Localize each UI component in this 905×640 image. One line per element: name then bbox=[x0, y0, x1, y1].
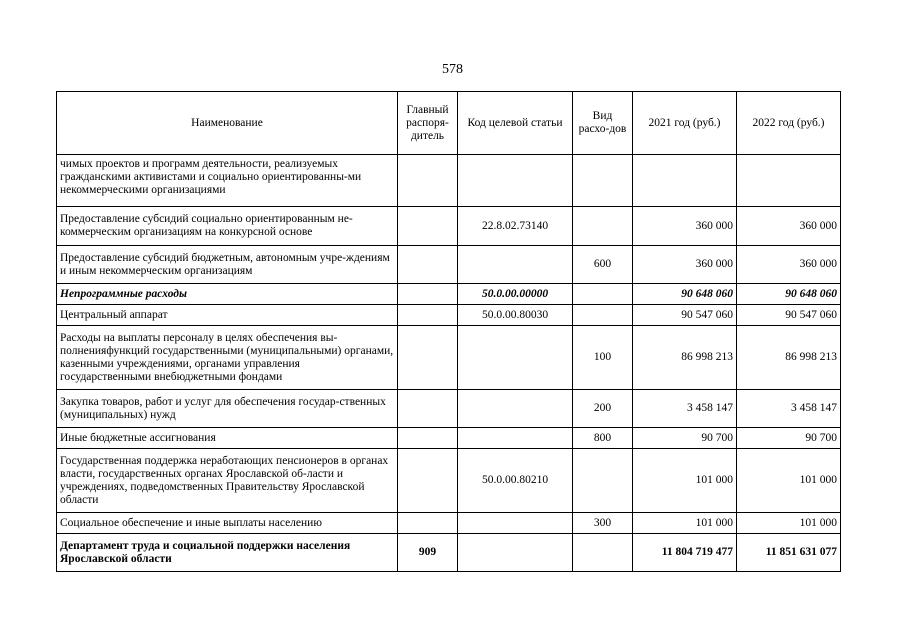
row-name: Закупка товаров, работ и услуг для обеспечения государ-ственных (муниципальных) нужд bbox=[57, 390, 398, 428]
row-name: Предоставление субсидий социально ориентированным не-коммерческим организациям на конкурсной основе bbox=[57, 207, 398, 246]
table-row bbox=[57, 284, 841, 305]
row-2022: 360 000 bbox=[737, 207, 841, 246]
row-code bbox=[458, 246, 573, 284]
row-admin bbox=[398, 207, 458, 246]
row-2021: 90 648 060 bbox=[633, 284, 737, 305]
row-2021: 360 000 bbox=[633, 246, 737, 284]
row-type bbox=[573, 534, 633, 572]
row-type bbox=[573, 305, 633, 326]
row-admin bbox=[398, 513, 458, 534]
row-admin bbox=[398, 155, 458, 207]
row-2022: 360 000 bbox=[737, 246, 841, 284]
row-code bbox=[458, 428, 573, 449]
row-code: 50.0.00.80030 bbox=[458, 305, 573, 326]
table-row bbox=[57, 513, 841, 534]
row-admin bbox=[398, 246, 458, 284]
row-2022: 90 700 bbox=[737, 428, 841, 449]
row-name: Непрограммные расходы bbox=[57, 284, 398, 305]
row-2021: 360 000 bbox=[633, 207, 737, 246]
row-2022: 86 998 213 bbox=[737, 326, 841, 390]
row-2022: 101 000 bbox=[737, 449, 841, 513]
row-2021: 101 000 bbox=[633, 449, 737, 513]
row-admin bbox=[398, 284, 458, 305]
table-row bbox=[57, 390, 841, 428]
row-2022: 90 547 060 bbox=[737, 305, 841, 326]
row-code bbox=[458, 390, 573, 428]
row-admin bbox=[398, 326, 458, 390]
row-name: Иные бюджетные ассигнования bbox=[57, 428, 398, 449]
budget-table bbox=[56, 91, 841, 572]
table-row bbox=[57, 155, 841, 207]
row-type: 200 bbox=[573, 390, 633, 428]
row-type: 300 bbox=[573, 513, 633, 534]
row-2021: 11 804 719 477 bbox=[633, 534, 737, 572]
row-admin bbox=[398, 390, 458, 428]
header-2021: 2021 год (руб.) bbox=[633, 92, 737, 155]
table-row bbox=[57, 207, 841, 246]
table-header-row bbox=[57, 92, 841, 155]
row-type: 600 bbox=[573, 246, 633, 284]
row-type bbox=[573, 155, 633, 207]
table-row bbox=[57, 428, 841, 449]
header-type: Вид расхо-дов bbox=[573, 92, 633, 155]
row-2021: 90 547 060 bbox=[633, 305, 737, 326]
row-type bbox=[573, 449, 633, 513]
row-name: Департамент труда и социальной поддержки населения Ярославской области bbox=[57, 534, 398, 572]
row-2022: 101 000 bbox=[737, 513, 841, 534]
table-row bbox=[57, 305, 841, 326]
row-name: Расходы на выплаты персоналу в целях обеспечения вы-полненияфункций государственными (муниципальными) органами, казенными учреждениями, органами управления государственными внебюджетными фондами bbox=[57, 326, 398, 390]
row-admin bbox=[398, 428, 458, 449]
header-admin: Главный распоря-дитель bbox=[398, 92, 458, 155]
row-code bbox=[458, 326, 573, 390]
row-2022: 11 851 631 077 bbox=[737, 534, 841, 572]
row-admin: 909 bbox=[398, 534, 458, 572]
row-2021: 86 998 213 bbox=[633, 326, 737, 390]
row-2021: 90 700 bbox=[633, 428, 737, 449]
table-row bbox=[57, 326, 841, 390]
row-type: 100 bbox=[573, 326, 633, 390]
header-name: Наименование bbox=[57, 92, 398, 155]
row-code: 50.0.00.80210 bbox=[458, 449, 573, 513]
row-code bbox=[458, 513, 573, 534]
row-admin bbox=[398, 305, 458, 326]
header-code: Код целевой статьи bbox=[458, 92, 573, 155]
row-2022 bbox=[737, 155, 841, 207]
row-2022: 90 648 060 bbox=[737, 284, 841, 305]
row-2021: 3 458 147 bbox=[633, 390, 737, 428]
row-name: чимых проектов и программ деятельности, реализуемых гражданскими активистами и социально ориентированны-ми некоммерческими организациями bbox=[57, 155, 398, 207]
row-code bbox=[458, 155, 573, 207]
row-2022: 3 458 147 bbox=[737, 390, 841, 428]
row-name: Государственная поддержка неработающих пенсионеров в органах власти, государственных органах Ярославской об-ласти и учреждениях, подведомственных Правительству Ярославской области bbox=[57, 449, 398, 513]
row-type bbox=[573, 207, 633, 246]
row-type bbox=[573, 284, 633, 305]
row-code bbox=[458, 534, 573, 572]
row-code: 50.0.00.00000 bbox=[458, 284, 573, 305]
row-2021: 101 000 bbox=[633, 513, 737, 534]
page-number: 578 bbox=[442, 62, 463, 77]
table-row bbox=[57, 246, 841, 284]
row-2021 bbox=[633, 155, 737, 207]
table-row bbox=[57, 449, 841, 513]
row-name: Предоставление субсидий бюджетным, автономным учре-ждениям и иным некоммерческим организациям bbox=[57, 246, 398, 284]
row-type: 800 bbox=[573, 428, 633, 449]
table-row bbox=[57, 534, 841, 572]
row-name: Центральный аппарат bbox=[57, 305, 398, 326]
row-code: 22.8.02.73140 bbox=[458, 207, 573, 246]
row-admin bbox=[398, 449, 458, 513]
header-2022: 2022 год (руб.) bbox=[737, 92, 841, 155]
row-name: Социальное обеспечение и иные выплаты населению bbox=[57, 513, 398, 534]
